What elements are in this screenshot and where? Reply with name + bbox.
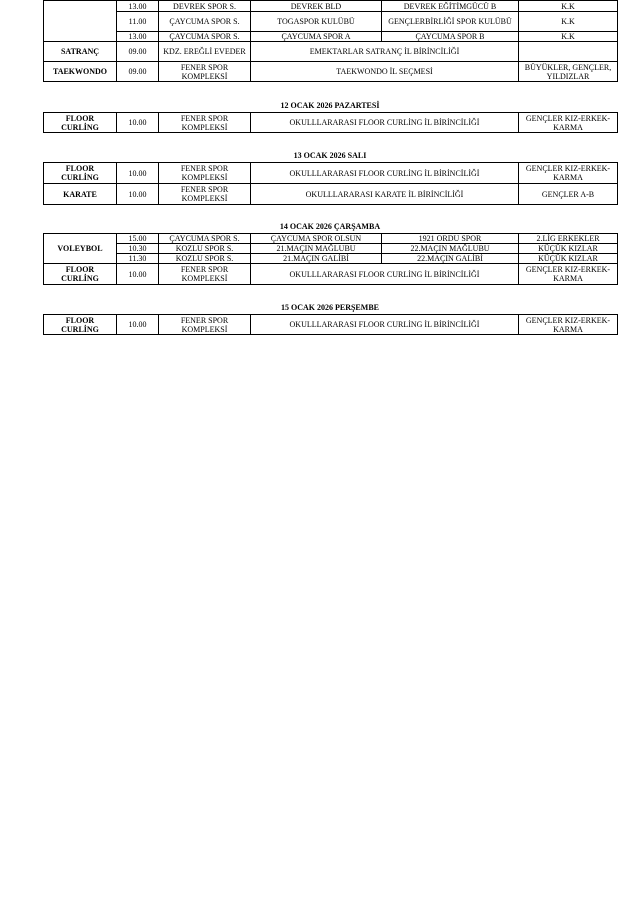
team-b-cell: DEVREK EĞİTİMGÜCÜ B bbox=[382, 1, 519, 12]
venue-cell: FENER SPOR KOMPLEKSİ bbox=[159, 163, 251, 184]
time-cell: 11.00 bbox=[117, 12, 159, 32]
category-cell: K.K bbox=[519, 1, 618, 12]
venue-cell: ÇAYCUMA SPOR S. bbox=[159, 12, 251, 32]
table-row bbox=[44, 1, 618, 12]
event-cell: OKULLLARARASI FLOOR CURLİNG İL BİRİNCİLİĞİ bbox=[251, 113, 519, 133]
schedule-table-day12 bbox=[43, 112, 618, 133]
venue-cell: KOZLU SPOR S. bbox=[159, 244, 251, 254]
date-heading: 15 OCAK 2026 PERŞEMBE bbox=[280, 303, 379, 312]
venue-cell: KOZLU SPOR S. bbox=[159, 254, 251, 264]
sport-cell: FLOOR CURLİNG bbox=[44, 113, 117, 133]
schedule-table-day13 bbox=[43, 162, 618, 205]
team-a-cell: 21.MAÇIN GALİBİ bbox=[251, 254, 382, 264]
team-a-cell: TOGASPOR KULÜBÜ bbox=[251, 12, 382, 32]
category-cell: GENÇLER KIZ-ERKEK-KARMA bbox=[519, 315, 618, 335]
venue-cell: ÇAYCUMA SPOR S. bbox=[159, 32, 251, 42]
team-a-cell: ÇAYCUMA SPOR A bbox=[251, 32, 382, 42]
category-cell: KÜÇÜK KIZLAR bbox=[519, 254, 618, 264]
table-row bbox=[44, 184, 618, 205]
table-row bbox=[44, 163, 618, 184]
category-cell bbox=[519, 42, 618, 62]
category-cell: BÜYÜKLER, GENÇLER, YILDIZLAR bbox=[519, 62, 618, 82]
time-cell: 10.00 bbox=[117, 163, 159, 184]
sport-cell: FLOOR CURLİNG bbox=[44, 315, 117, 335]
sport-cell: SATRANÇ bbox=[44, 42, 117, 62]
table-row bbox=[44, 32, 618, 42]
team-a-cell: ÇAYCUMA SPOR OLSUN bbox=[251, 234, 382, 244]
venue-cell: ÇAYCUMA SPOR S. bbox=[159, 234, 251, 244]
schedule-table-day14 bbox=[43, 233, 618, 285]
time-cell: 10.00 bbox=[117, 264, 159, 285]
time-cell: 13.00 bbox=[117, 1, 159, 12]
time-cell: 10.00 bbox=[117, 315, 159, 335]
table-row bbox=[44, 234, 618, 244]
team-b-cell: 1921 ORDU SPOR bbox=[382, 234, 519, 244]
table-row bbox=[44, 254, 618, 264]
table-row bbox=[44, 12, 618, 32]
table-row bbox=[44, 113, 618, 133]
sport-cell: VOLEYBOL bbox=[44, 234, 117, 264]
time-cell: 10.30 bbox=[117, 244, 159, 254]
venue-cell: FENER SPOR KOMPLEKSİ bbox=[159, 113, 251, 133]
sport-cell-empty bbox=[44, 1, 117, 42]
event-cell: EMEKTARLAR SATRANÇ İL BİRİNCİLİĞİ bbox=[251, 42, 519, 62]
time-cell: 15.00 bbox=[117, 234, 159, 244]
team-b-cell: ÇAYCUMA SPOR B bbox=[382, 32, 519, 42]
venue-cell: FENER SPOR KOMPLEKSİ bbox=[159, 184, 251, 205]
schedule-table-day15 bbox=[43, 314, 618, 335]
table-row-satranc bbox=[44, 42, 618, 62]
category-cell: GENÇLER KIZ-ERKEK-KARMA bbox=[519, 163, 618, 184]
team-b-cell: GENÇLERBİRLİĞİ SPOR KULÜBÜ bbox=[382, 12, 519, 32]
team-b-cell: 22.MAÇIN MAĞLUBU bbox=[382, 244, 519, 254]
time-cell: 10.00 bbox=[117, 184, 159, 205]
venue-cell: FENER SPOR KOMPLEKSİ bbox=[159, 315, 251, 335]
time-cell: 13.00 bbox=[117, 32, 159, 42]
table-row-taekwondo bbox=[44, 62, 618, 82]
time-cell: 11.30 bbox=[117, 254, 159, 264]
sport-cell: FLOOR CURLİNG bbox=[44, 163, 117, 184]
sport-cell: FLOOR CURLİNG bbox=[44, 264, 117, 285]
schedule-table-continued bbox=[43, 0, 618, 82]
category-cell: GENÇLER KIZ-ERKEK-KARMA bbox=[519, 264, 618, 285]
time-cell: 09.00 bbox=[117, 42, 159, 62]
category-cell: K.K bbox=[519, 12, 618, 32]
team-a-cell: DEVREK BLD bbox=[251, 1, 382, 12]
date-heading: 12 OCAK 2026 PAZARTESİ bbox=[280, 101, 380, 110]
event-cell: OKULLLARARASI FLOOR CURLİNG İL BİRİNCİLİĞİ bbox=[251, 264, 519, 285]
sport-cell: KARATE bbox=[44, 184, 117, 205]
team-a-cell: 21.MAÇIN MAĞLUBU bbox=[251, 244, 382, 254]
date-heading: 14 OCAK 2026 ÇARŞAMBA bbox=[279, 222, 381, 231]
table-row bbox=[44, 315, 618, 335]
table-row bbox=[44, 264, 618, 285]
venue-cell: FENER SPOR KOMPLEKSİ bbox=[159, 62, 251, 82]
category-cell: GENÇLER A-B bbox=[519, 184, 618, 205]
event-cell: OKULLLARARASI KARATE İL BİRİNCİLİĞİ bbox=[251, 184, 519, 205]
team-b-cell: 22.MAÇIN GALİBİ bbox=[382, 254, 519, 264]
event-cell: OKULLLARARASI FLOOR CURLİNG İL BİRİNCİLİĞİ bbox=[251, 163, 519, 184]
venue-cell: KDZ. EREĞLİ EVEDER bbox=[159, 42, 251, 62]
category-cell: K.K bbox=[519, 32, 618, 42]
sport-cell: TAEKWONDO bbox=[44, 62, 117, 82]
venue-cell: FENER SPOR KOMPLEKSİ bbox=[159, 264, 251, 285]
venue-cell: DEVREK SPOR S. bbox=[159, 1, 251, 12]
category-cell: GENÇLER KIZ-ERKEK-KARMA bbox=[519, 113, 618, 133]
category-cell: 2.LİG ERKEKLER bbox=[519, 234, 618, 244]
category-cell: KÜÇÜK KIZLAR bbox=[519, 244, 618, 254]
time-cell: 09.00 bbox=[117, 62, 159, 82]
date-heading: 13 OCAK 2026 SALI bbox=[293, 151, 367, 160]
time-cell: 10.00 bbox=[117, 113, 159, 133]
event-cell: TAEKWONDO İL SEÇMESİ bbox=[251, 62, 519, 82]
event-cell: OKULLLARARASI FLOOR CURLİNG İL BİRİNCİLİĞİ bbox=[251, 315, 519, 335]
table-row bbox=[44, 244, 618, 254]
